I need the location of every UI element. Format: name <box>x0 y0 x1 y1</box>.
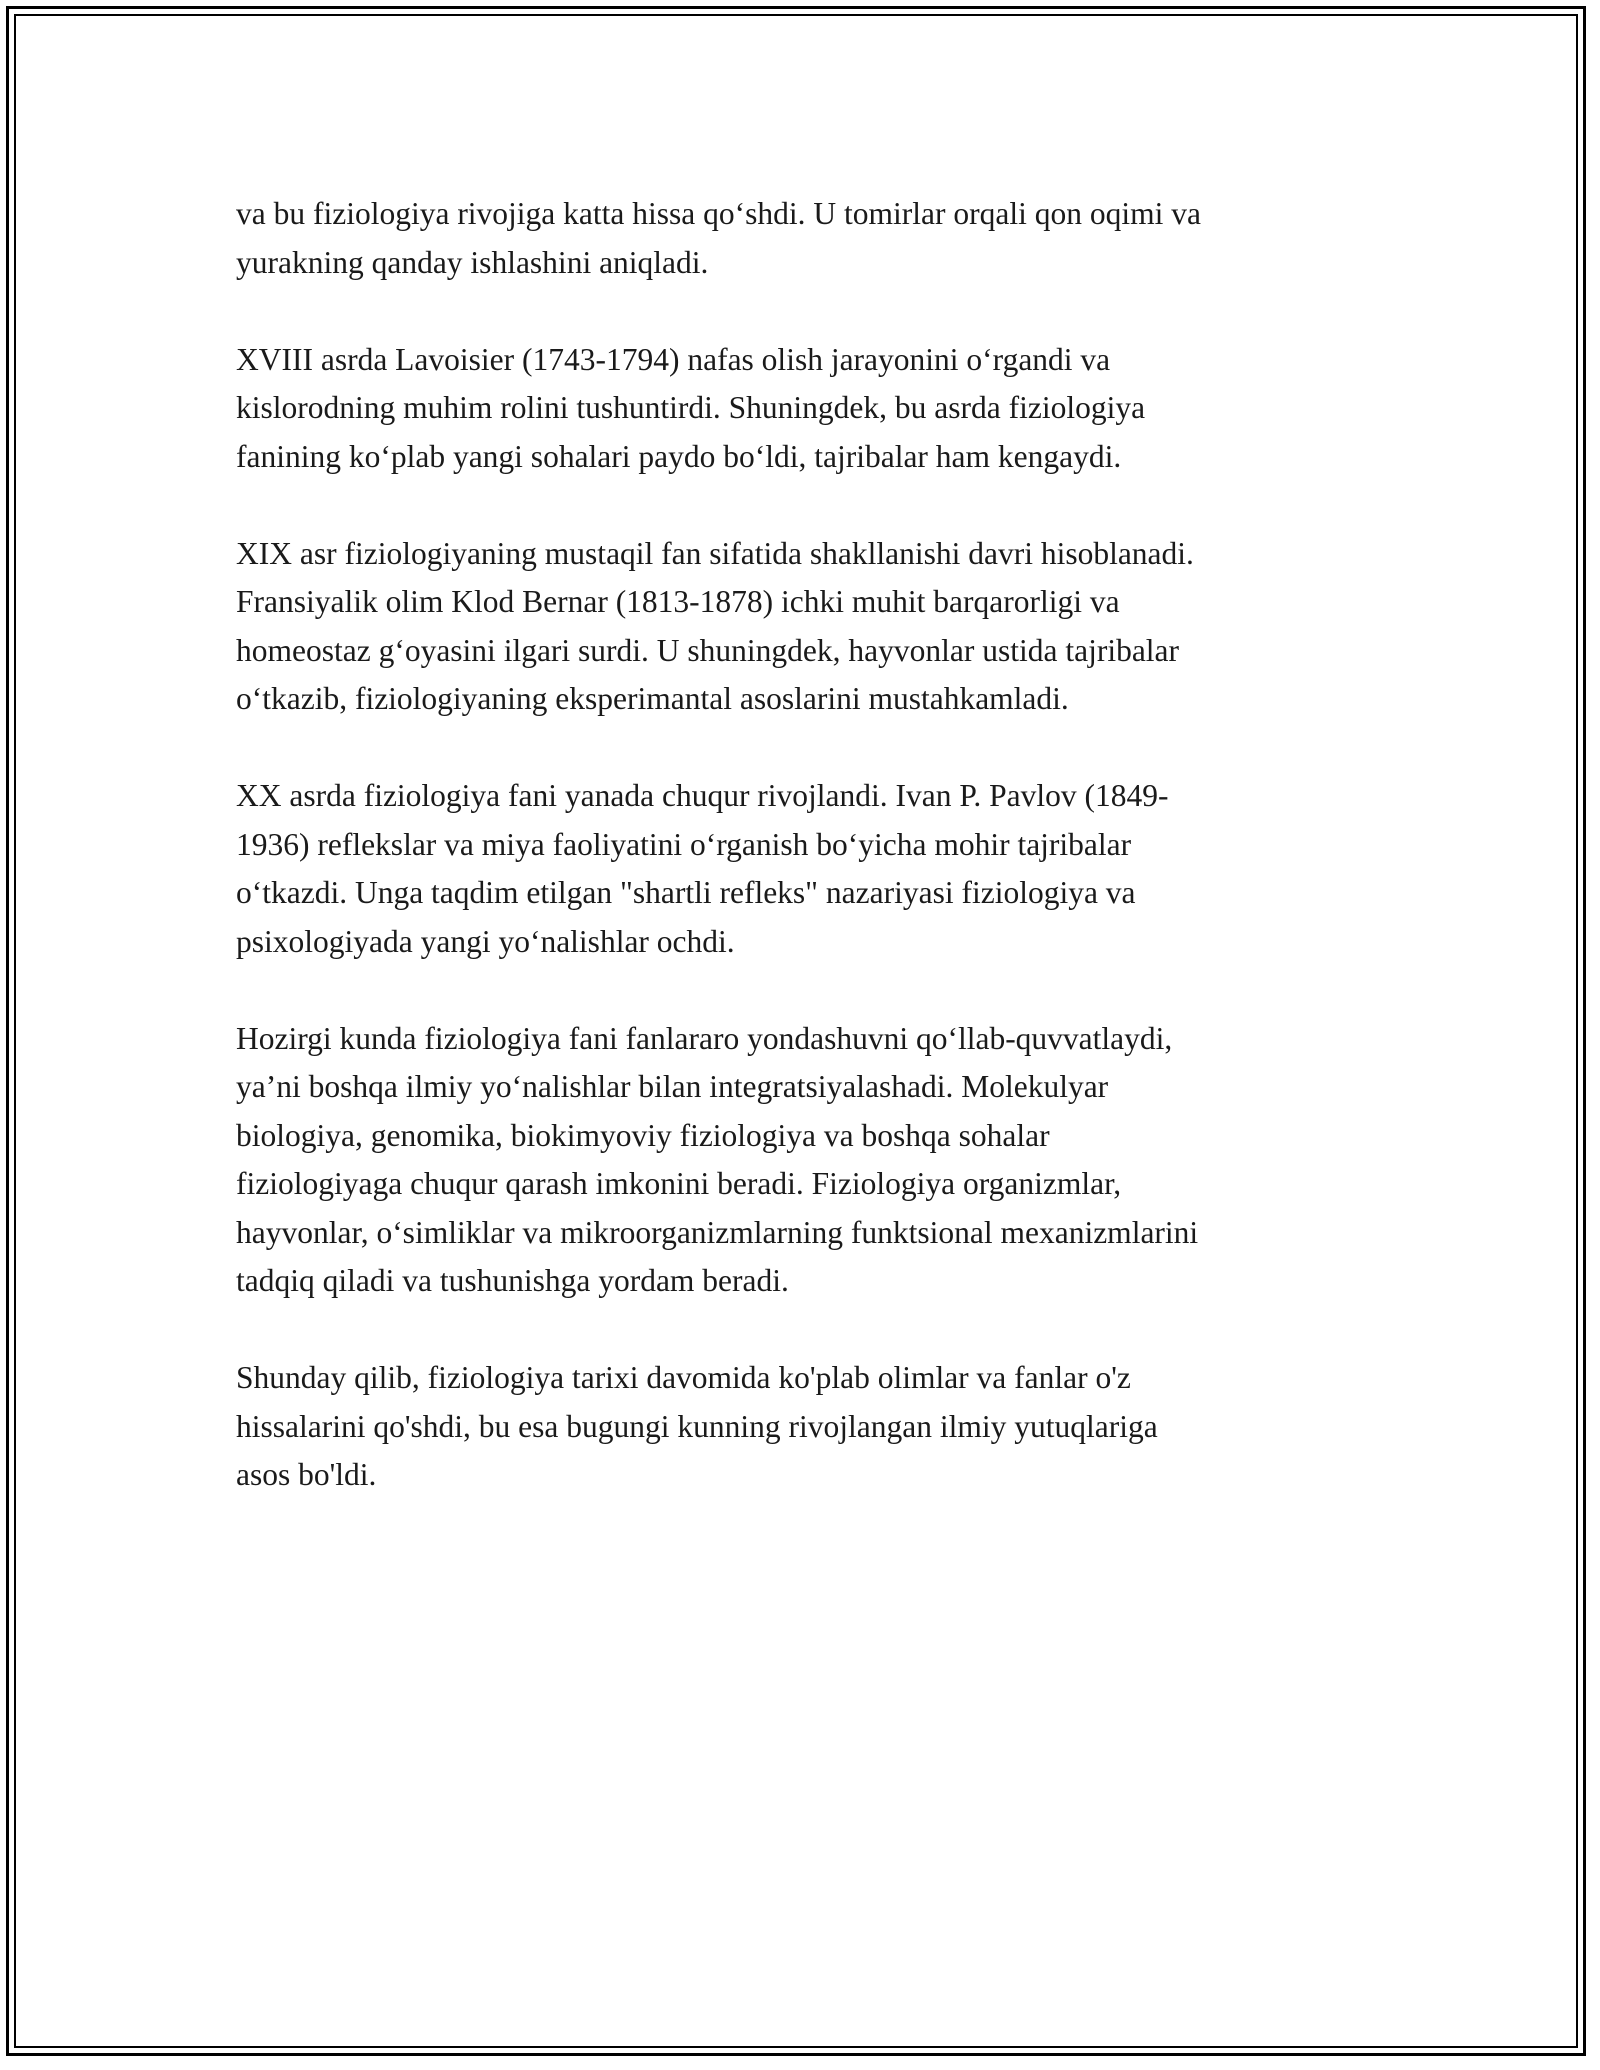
paragraph-pavlov: XX asrda fiziologiya fani yanada chuqur rivojlandi. Ivan P. Pavlov (1849- 1936) reflekslar va miya faoliyatini o‘rganish bo‘yicha mohir tajribalar o‘tkazdi. Unga taqdim etilgan "shartli refleks" nazariyasi fiziologiya va psixologiyada yangi yo‘nalishlar ochdi. <box>236 778 1169 959</box>
paragraph-modern-physiology: Hozirgi kunda fiziologiya fani fanlararo yondashuvni qo‘llab-quvvatlaydi, ya’ni boshqa ilmiy yo‘nalishlar bilan integratsiyalashadi. Molekulyar biologiya, genomika, biokimyoviy fiziologiya va boshqa sohalar fiziologiyaga chuqur qarash imkonini beradi. Fiziologiya organizmlar, hayvonlar, o‘simliklar va mikroorganizmlarning funktsional mexanizmlarini tadqiq qiladi va tushunishga yordam beradi. <box>236 1020 1199 1298</box>
document-body <box>236 190 1366 1548</box>
paragraph-conclusion: Shunday qilib, fiziologiya tarixi davomida ko'plab olimlar va fanlar o'z hissalarini qo'shdi, bu esa bugungi kunning rivojlangan ilmiy yutuqlariga asos bo'ldi. <box>236 1360 1158 1492</box>
paragraph-bernard: XIX asr fiziologiyaning mustaqil fan sifatida shakllanishi davri hisoblanadi. Fransiyalik olim Klod Bernar (1813-1878) ichki muhit barqarorligi va homeostaz g‘oyasini ilgari surdi. U shuningdek, hayvonlar ustida tajribalar o‘tkazib, fiziologiyaning eksperimantal asoslarini mustahkamladi. <box>236 535 1194 716</box>
paragraph-harvey-circulation: va bu fiziologiya rivojiga katta hissa qo‘shdi. U tomirlar orqali qon oqimi va yurakning qanday ishlashini aniqladi. <box>236 196 1201 280</box>
paragraph-lavoisier: XVIII asrda Lavoisier (1743-1794) nafas olish jarayonini o‘rgandi va kislorodning muhim rolini tushuntirdi. Shuningdek, bu asrda fiziologiya fanining ko‘plab yangi sohalari paydo bo‘ldi, tajribalar ham kengaydi. <box>236 341 1146 474</box>
